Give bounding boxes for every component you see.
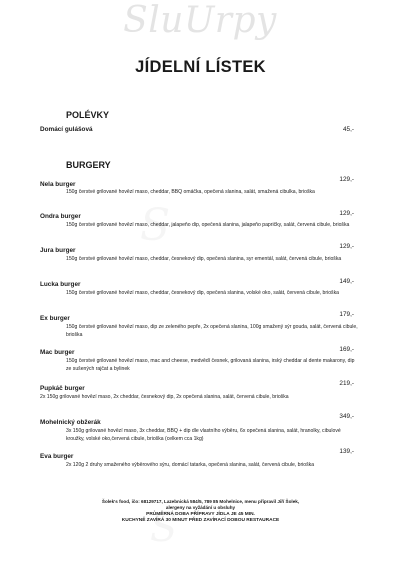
item-description: 2x 120g 2 druhy smaženého výběrového sýru, domácí tatarka, opečená slanina, salát, červená cibule, brioška — [66, 462, 315, 468]
watermark-logo: SluUrpy — [123, 0, 277, 41]
item-name: Lucka burger — [40, 281, 81, 288]
item-name: Ex burger — [40, 315, 70, 322]
item-name: Nela burger — [40, 181, 76, 188]
item-price: 129,- — [339, 176, 354, 183]
section-heading-burgers: BURGERY — [66, 160, 111, 170]
item-price: 169,- — [339, 346, 354, 353]
watermark-ghost: S — [140, 200, 171, 251]
item-description: 150g čerstvé grilované hovězí maso, cheddar, česnekový dip, opečená slanina, syr ementál, salát, červená cibule, brioška — [66, 256, 342, 262]
item-name: Mohelnický obžerák — [40, 419, 101, 426]
item-price: 129,- — [339, 210, 354, 217]
item-name: Domácí gulášová — [40, 126, 93, 133]
footer-company-info: Šolek's food, ičo: 68129717, Lazebnická 584/5, 789 85 Mohelnice, menu připravil Jiří Šolek, — [101, 499, 300, 504]
footer — [60, 499, 341, 525]
footer-kitchen-closing: KUCHYNĚ ZAVÍRÁ 30 MINUT PŘED ZAVÍRACÍ DOBOU RESTAURACE — [121, 518, 280, 524]
item-description: 3x 150g grilované hovězí maso, 3x cheddar, BBQ + dip dle vlastního výběru, 6x opečená slanina, salát, hranolky, cibulové kroužky, volské oko,červená cibule, brioška (celkem cca 1kg) — [66, 428, 341, 443]
watermark-ghost-2: S — [150, 505, 178, 551]
item-price: 179,- — [339, 311, 354, 318]
item-price: 45,- — [342, 126, 354, 133]
item-name: Jura burger — [40, 247, 76, 254]
item-price: 349,- — [339, 413, 354, 420]
footer-prep-time: PRŮMĚRNÁ DOBA PŘÍPRAVY JÍDLA JE 45 MIN. — [146, 511, 255, 517]
section-heading-soups: POLÉVKY — [66, 110, 110, 120]
item-name: Pupkáč burger — [40, 385, 85, 392]
item-description: 150g čerstvé grilované hovězí maso, dip ze zeleného pepře, 2x opečená slanina, 100g smažený sýr gouda, salát, červená cibule, brioška — [66, 324, 358, 339]
item-price: 129,- — [339, 243, 354, 250]
item-name: Eva burger — [40, 453, 74, 460]
item-price: 219,- — [339, 380, 354, 387]
item-price: 149,- — [339, 278, 354, 285]
item-price: 139,- — [339, 448, 354, 455]
footer-allergens-note: alergeny na vyžádání u obsluhy — [165, 505, 236, 511]
item-name: Ondra burger — [40, 213, 81, 220]
item-description: 150g čerstvé grilované hovězí maso, cheddar, jalapeňo dip, opečená slanina, jalapeňo papričky, salát, červená cibule, brioška — [66, 222, 350, 228]
page-title: JÍDELNÍ LÍSTEK — [135, 58, 266, 76]
item-description: 2x 150g grilované hovězí maso, 2x cheddar, česnekový dip, 2x opečená slanina, salát, červená cibule, brioška — [40, 394, 289, 400]
item-description: 150g čerstvé grilované hovězí maso, mac and cheese, medvědí česnek, grilovaná slanina, irský cheddar al dente makarony, dip ze sušených rajčat a bylinek — [66, 358, 355, 373]
item-description: 150g čerstvé grilované hovězí maso, cheddar, BBQ omáčka, opečená slanina, salát, smažená cibulka, brioška — [66, 189, 315, 195]
item-name: Mac burger — [40, 349, 75, 356]
item-description: 150g čerstvé grilované hovězí maso, cheddar, česnekový dip, opečená slanina, volské oko, salát, červená cibule, brioška — [66, 290, 339, 296]
